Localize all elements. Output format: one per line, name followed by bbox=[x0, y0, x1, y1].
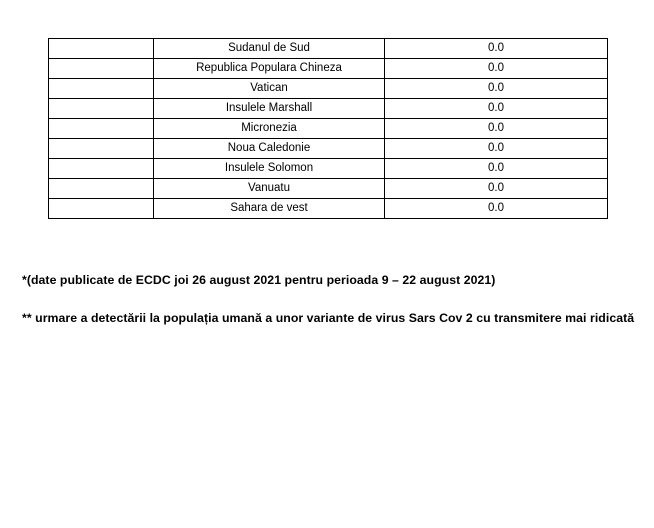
row-blank-cell bbox=[49, 139, 154, 159]
row-country-cell: Sudanul de Sud bbox=[154, 39, 385, 59]
row-blank-cell bbox=[49, 59, 154, 79]
row-value-cell: 0.0 bbox=[385, 199, 608, 219]
row-blank-cell bbox=[49, 119, 154, 139]
row-blank-cell bbox=[49, 199, 154, 219]
row-country-cell: Sahara de vest bbox=[154, 199, 385, 219]
country-incidence-table bbox=[48, 38, 608, 219]
footnote-variants: ** urmare a detectării la populația umană a unor variante de virus Sars Cov 2 cu transmitere mai ridicată bbox=[22, 311, 635, 325]
row-value-cell: 0.0 bbox=[385, 79, 608, 99]
row-value-cell: 0.0 bbox=[385, 119, 608, 139]
row-value-cell: 0.0 bbox=[385, 59, 608, 79]
row-value-cell: 0.0 bbox=[385, 39, 608, 59]
table-row bbox=[49, 159, 608, 179]
row-value-cell: 0.0 bbox=[385, 99, 608, 119]
table-row bbox=[49, 179, 608, 199]
table-row bbox=[49, 99, 608, 119]
row-country-cell: Vatican bbox=[154, 79, 385, 99]
row-blank-cell bbox=[49, 39, 154, 59]
row-value-cell: 0.0 bbox=[385, 179, 608, 199]
row-country-cell: Noua Caledonie bbox=[154, 139, 385, 159]
footnote-source: *(date publicate de ECDC joi 26 august 2021 pentru perioada 9 – 22 august 2021) bbox=[22, 273, 496, 287]
footnotes bbox=[22, 272, 642, 348]
row-country-cell: Insulele Marshall bbox=[154, 99, 385, 119]
row-value-cell: 0.0 bbox=[385, 139, 608, 159]
row-blank-cell bbox=[49, 159, 154, 179]
table-row bbox=[49, 139, 608, 159]
row-country-cell: Republica Populara Chineza bbox=[154, 59, 385, 79]
table-row bbox=[49, 39, 608, 59]
table-body bbox=[49, 39, 608, 219]
table-row bbox=[49, 119, 608, 139]
table-row bbox=[49, 199, 608, 219]
row-country-cell: Insulele Solomon bbox=[154, 159, 385, 179]
table-row bbox=[49, 59, 608, 79]
row-country-cell: Micronezia bbox=[154, 119, 385, 139]
row-blank-cell bbox=[49, 79, 154, 99]
row-value-cell: 0.0 bbox=[385, 159, 608, 179]
row-country-cell: Vanuatu bbox=[154, 179, 385, 199]
row-blank-cell bbox=[49, 179, 154, 199]
table-row bbox=[49, 79, 608, 99]
row-blank-cell bbox=[49, 99, 154, 119]
